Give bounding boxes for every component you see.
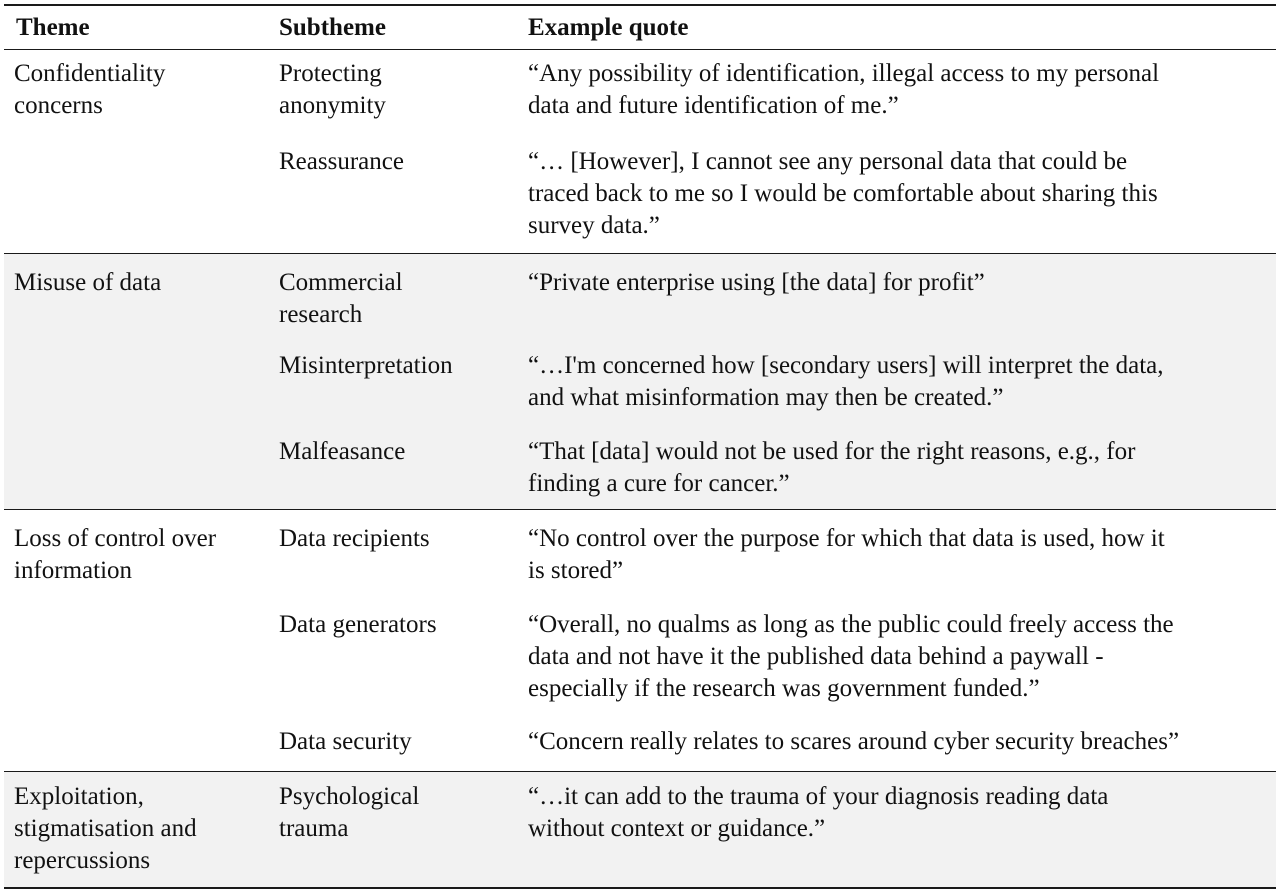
subtheme-line: Data recipients: [279, 525, 430, 552]
bottom-rule: [4, 887, 1276, 889]
quote-cell: [528, 267, 985, 299]
header-theme: Theme: [16, 14, 90, 41]
subtheme-cell: [279, 523, 430, 555]
quote-line: and what misinformation may then be created.”: [528, 384, 1004, 411]
group-divider: [4, 771, 1276, 772]
quote-line: is stored”: [528, 557, 624, 584]
subtheme-line: Data generators: [279, 611, 437, 638]
quote-line: “That [data] would not be used for the right reasons, e.g., for: [528, 438, 1136, 465]
theme-line: Misuse of data: [14, 269, 162, 296]
subtheme-line: research: [279, 301, 363, 328]
subtheme-line: Psychological: [279, 783, 420, 810]
theme-cell: [14, 267, 161, 299]
subtheme-line: trauma: [279, 815, 349, 842]
theme-cell: [14, 781, 197, 877]
subtheme-line: Misinterpretation: [279, 352, 453, 379]
quote-line: without context or guidance.”: [528, 815, 826, 842]
theme-line: Exploitation,: [14, 783, 144, 810]
theme-line: stigmatisation and: [14, 815, 197, 842]
quote-line: data and future identification of me.”: [528, 92, 899, 119]
subtheme-cell: [279, 267, 403, 331]
quote-line: “…I'm concerned how [secondary users] will interpret the data,: [528, 352, 1164, 379]
quote-cell: [528, 146, 1158, 242]
theme-line: concerns: [14, 92, 103, 119]
theme-line: repercussions: [14, 847, 151, 874]
subtheme-line: anonymity: [279, 92, 386, 119]
quote-line: “Overall, no qualms as long as the public could freely access the: [528, 611, 1174, 638]
quote-line: traced back to me so I would be comfortable about sharing this: [528, 180, 1158, 207]
theme-cell: [14, 523, 216, 587]
subtheme-line: Malfeasance: [279, 438, 406, 465]
quote-line: data and not have it the published data behind a paywall -: [528, 643, 1104, 670]
quote-line: survey data.”: [528, 212, 660, 239]
quote-cell: [528, 726, 1179, 758]
quote-line: “Any possibility of identification, illegal access to my personal: [528, 60, 1160, 87]
quote-line: “Private enterprise using [the data] for profit”: [528, 269, 985, 296]
subtheme-cell: [279, 781, 419, 845]
subtheme-cell: [279, 58, 386, 122]
quote-line: “…it can add to the trauma of your diagnosis reading data: [528, 783, 1109, 810]
quote-line: finding a cure for cancer.”: [528, 470, 790, 497]
theme-cell: [14, 58, 165, 122]
quote-line: especially if the research was government funded.”: [528, 675, 1040, 702]
subtheme-cell: [279, 726, 412, 758]
quote-line: “… [However], I cannot see any personal data that could be: [528, 148, 1128, 175]
subtheme-cell: [279, 609, 437, 641]
quote-line: “No control over the purpose for which that data is used, how it: [528, 525, 1165, 552]
subtheme-cell: [279, 146, 404, 178]
quote-cell: [528, 58, 1159, 122]
header-subtheme: Subtheme: [279, 14, 386, 41]
quote-cell: [528, 609, 1174, 705]
theme-line: Confidentiality: [14, 60, 166, 87]
quote-cell: [528, 523, 1165, 587]
quote-cell: [528, 350, 1164, 414]
group-divider: [4, 253, 1276, 254]
theme-line: Loss of control over: [14, 525, 217, 552]
subtheme-cell: [279, 350, 453, 382]
subtheme-line: Protecting: [279, 60, 382, 87]
quote-line: “Concern really relates to scares around cyber security breaches”: [528, 728, 1180, 755]
top-rule: [4, 4, 1276, 6]
group-divider: [4, 509, 1276, 510]
quote-cell: [528, 781, 1108, 845]
subtheme-line: Commercial: [279, 269, 403, 296]
subtheme-line: Data security: [279, 728, 412, 755]
theme-line: information: [14, 557, 133, 584]
subtheme-cell: [279, 436, 405, 468]
quote-cell: [528, 436, 1135, 500]
subtheme-line: Reassurance: [279, 148, 404, 175]
header-example-quote: Example quote: [528, 14, 689, 41]
header-rule: [4, 49, 1276, 50]
